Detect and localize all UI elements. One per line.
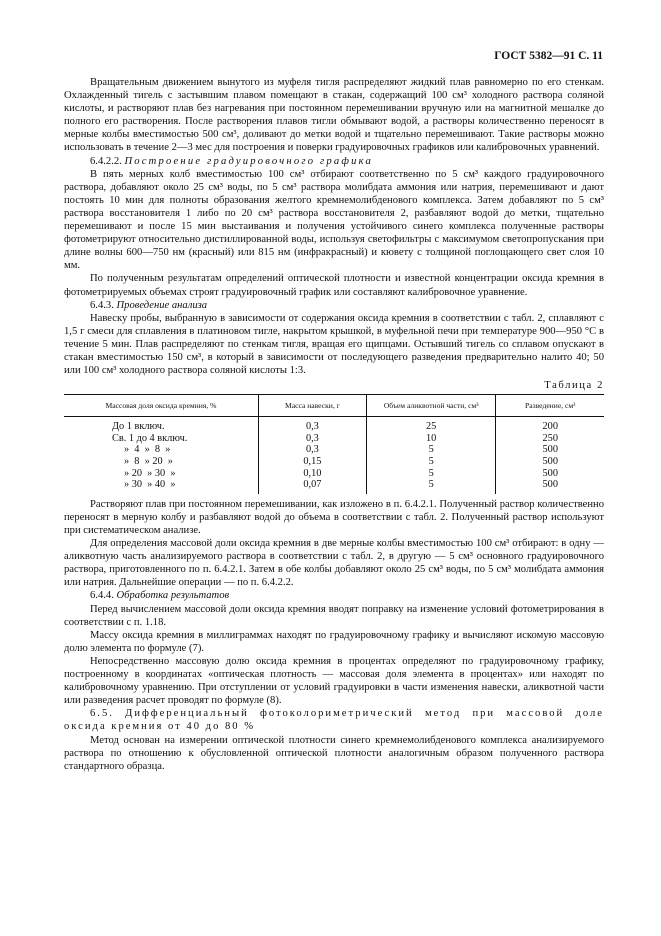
table-cell: » 4 » 8 » bbox=[124, 444, 171, 456]
paragraph-analysis: Навеску пробы, выбранную в зависимости от содержания оксида кремния в соответствии с табл. 2, сплавляют с 1,5 г смеси для сплавления в платиновом тигле, накрытом крышкой, в муфельной печи при температуре 900—950 °С в течение 5 мин. Плав распределяют по стенкам тигля, вращая его щипцами. Остывший тигель со сплавом опускают в стакан вместимостью 150 см³, в который в зависимости от последующего разведения предварительно налито 40; 50 или 100 см³ холодного раствора соляной кислоты 1:3. bbox=[64, 312, 604, 377]
table-cell: » 8 » 20 » bbox=[124, 456, 173, 468]
table-row bbox=[64, 433, 604, 445]
table-header-cell: Масса навески, г bbox=[258, 395, 366, 417]
paragraph-determination: Для определения массовой доли оксида кремния в две мерные колбы вместимостью 100 см³ отбирают: в одну — аликвотную часть анализируемого раствора в соответствии с табл. 2, в другую — 5 см³ основного градуировочного раствора, приготовленного по п. 6.4.2.1. Затем в обе колбы добавляют около 25 см³ воды, по 5 см³ молибдата аммония или натрия. Дальнейшие операции — по п. 6.4.2.2. bbox=[64, 538, 604, 589]
table-cell: 200 bbox=[496, 417, 604, 433]
table-header-row bbox=[64, 395, 604, 417]
paragraph-calibration: В пять мерных колб вместимостью 100 см³ отбирают соответственно по 5 см³ каждого градуировочного раствора, добавляют около 25 см³ воды, по 5 см³ раствора молибдата аммония или натрия, перемешивают и дают постоять 10 мин для полноты образования желтого кремнемолибденового комплекса. Затем добавляют по 5 см³ раствора восстановителя 1 либо по 20 см³ раствора восстановителя 2, разбавляют водой до метки, тщательно перемешивают и после 15 мин выстаивания и получения устойчивого синего комплекса полученные растворы фотометрируют относительно дистиллированной воды, используя светофильтры с максимумом светопропускания при длине волны 600—750 нм (красный) или 815 нм (инфракрасный) и кювету с толщиной поглощающего свет слоя 10 мм. bbox=[64, 168, 604, 272]
table-cell: 5 bbox=[366, 468, 496, 480]
paragraph-correction: Перед вычислением массовой доли оксида кремния вводят поправку на изменение условий фотометрирования в соответствии с п. 1.18. bbox=[64, 603, 604, 628]
table-caption: Таблица 2 bbox=[544, 380, 604, 392]
table-cell: » 20 » 30 » bbox=[124, 467, 176, 479]
paragraph-mass-calc: Массу оксида кремния в миллиграммах находят по градуировочному графику и вычисляют искомую массовую долю элемента по формуле (7). bbox=[64, 629, 604, 654]
section-title: Проведение анализа bbox=[116, 299, 208, 311]
table-row bbox=[64, 468, 604, 480]
table-cell: Св. 1 до 4 включ. bbox=[112, 432, 188, 444]
table-cell: 0,3 bbox=[258, 433, 366, 445]
table-cell: 0,07 bbox=[258, 479, 366, 494]
table-cell: 0,3 bbox=[258, 444, 366, 456]
section-heading-6-4-2-2 bbox=[64, 155, 604, 168]
table-2 bbox=[64, 394, 604, 494]
table-cell: 0,15 bbox=[258, 456, 366, 468]
table-cell: 10 bbox=[366, 433, 496, 445]
section-heading-6-4-4 bbox=[64, 589, 604, 602]
table-cell: » 30 » 40 » bbox=[124, 479, 176, 491]
table-cell: 500 bbox=[496, 479, 604, 494]
section-number: 6.4.4. bbox=[90, 590, 114, 602]
table-cell: 500 bbox=[496, 444, 604, 456]
table-cell: 5 bbox=[366, 444, 496, 456]
table-cell: 0,10 bbox=[258, 468, 366, 480]
table-row bbox=[64, 479, 604, 494]
section-number: 6.4.2.2. bbox=[90, 155, 122, 167]
section-title: Обработка результатов bbox=[116, 590, 230, 602]
table-row bbox=[64, 417, 604, 433]
table-cell: 250 bbox=[496, 433, 604, 445]
section-number: 6.4.3. bbox=[90, 299, 114, 311]
page-header: ГОСТ 5382—91 С. 11 bbox=[494, 50, 603, 62]
table-header-cell: Массовая доля оксида кремния, % bbox=[64, 395, 258, 417]
section-title: Построение градуировочного графика bbox=[124, 155, 373, 167]
table-row bbox=[64, 456, 604, 468]
table-cell: До 1 включ. bbox=[112, 421, 165, 433]
paragraph-dissolve-melt: Растворяют плав при постоянном перемешивании, как изложено в п. 6.4.2.1. Полученный раствор количественно переносят в мерную колбу и разбавляют водой до объема в соответствии с табл. 2. Полученный раствор используют при систематическом анализе. bbox=[64, 498, 604, 536]
page-body bbox=[64, 76, 604, 773]
section-heading-6-5: 6.5. Дифференциальный фотоколориметрический метод при массовой доле оксида кремния от 40 до 80 % bbox=[64, 708, 604, 733]
table-cell: 5 bbox=[366, 479, 496, 494]
paragraph-melt-distribution: Вращательным движением вынутого из муфеля тигля распределяют жидкий плав равномерно по его стенкам. Охлажденный тигель с застывшим плавом помещают в стакан, содержащий 100 см³ холодного раствора соляной кислоты, и растворяют плав без нагревания при постоянном перемешивании вручную или на магнитной мешалке до полного его растворения. После растворения плавов тигли обмывают водой, а растворы количественно переносят в мерные колбы вместимостью 500 см³, доливают до метки водой и тщательно перемешивают. Такие растворы можно использовать в течение 2—3 мес для построения и поверки градуировочных графиков или калибровочных уравнений. bbox=[64, 77, 604, 154]
table-cell: 500 bbox=[496, 468, 604, 480]
table-cell: 0,3 bbox=[258, 417, 366, 433]
section-heading-6-4-3 bbox=[64, 299, 604, 312]
table-cell: 5 bbox=[366, 456, 496, 468]
paragraph-direct-calc: Непосредственно массовую долю оксида кремния в процентах определяют по градуировочному графику, построенному в координатах «оптическая плотность — массовая доля элемента в процентах» или находят по калибровочному уравнению. При отступлении от условий градуировки в части изменения навески, аликвотной части или разведения расчет проводят по формуле (8). bbox=[64, 655, 604, 707]
table-header-cell: Разведение, см³ bbox=[496, 395, 604, 417]
table-row bbox=[64, 444, 604, 456]
paragraph-calibration-graph: По полученным результатам определений оптической плотности и известной концентрации оксида кремния в фотометрируемых объемах строят градуировочный график или составляют калибровочное уравнение. bbox=[64, 273, 604, 298]
paragraph-method-basis: Метод основан на измерении оптической плотности синего кремнемолибденового комплекса анализируемого раствора по отношению к обусловленной оптической плотности аналогичным образом полученного раствора стандартного образца. bbox=[64, 734, 604, 772]
table-cell: 25 bbox=[366, 417, 496, 433]
table-cell: 500 bbox=[496, 456, 604, 468]
table-header-cell: Объем аликвотной части, см³ bbox=[366, 395, 496, 417]
